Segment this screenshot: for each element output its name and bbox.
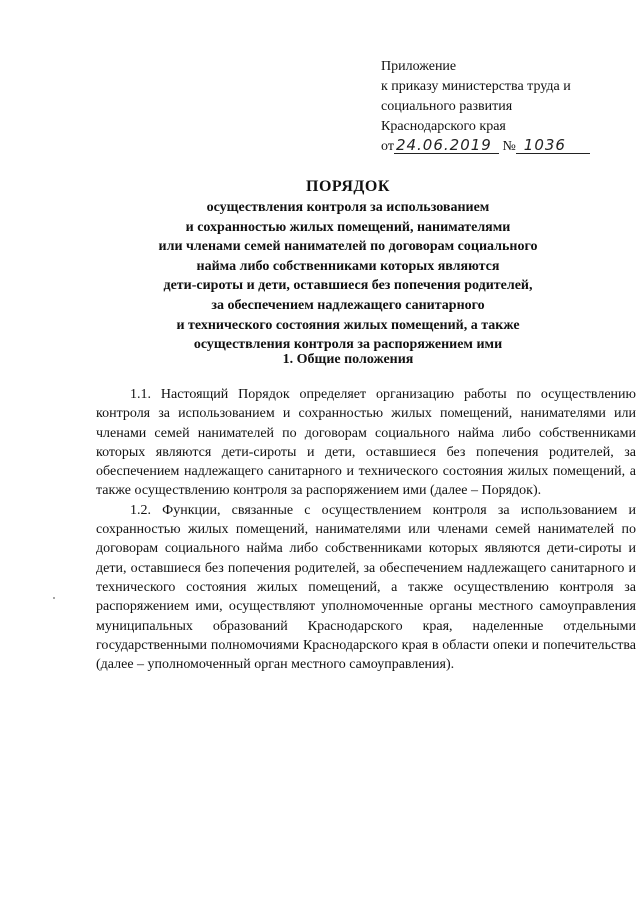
date-number-line [381, 137, 590, 157]
order-date: 24.06.2019 [394, 137, 499, 154]
title-line: дети-сироты и дети, оставшиеся без попечения родителей, [163, 278, 533, 294]
appendix-line: социального развития [381, 99, 513, 114]
appendix-header [381, 57, 590, 157]
number-sign: № [502, 139, 516, 154]
title-line: или членами семей нанимателей по договорам социального [158, 239, 538, 255]
title-main: ПОРЯДОК [306, 178, 390, 195]
title-line: и технического состояния жилых помещений, а также [176, 317, 520, 333]
title-line: и сохранностью жилых помещений, нанимателями [185, 219, 511, 235]
date-prefix: от [381, 139, 394, 154]
section-heading: 1. Общие положения [282, 352, 414, 367]
title-line: за обеспечением надлежащего санитарного [211, 297, 485, 313]
appendix-line: Приложение [381, 59, 457, 74]
paragraph-1-1: 1.1. Настоящий Порядок определяет организацию работы по осуществлению контроля за использованием и сохранностью жилых помещений, нанимателями или членами семей нанимателей по договорам социального найма либо собственниками которых являются дети-сироты и дети, оставшиеся без попечения родителей, за обеспечением надлежащего санитарного и технического состояния жилых помещений, а также осуществлению контроля за распоряжением ими (далее – Порядок). [96, 387, 636, 499]
document-title [60, 176, 636, 355]
order-number: 1036 [516, 137, 590, 154]
paragraph-1-2: 1.2. Функции, связанные с осуществлением контроля за использованием и сохранностью жилых помещений, нанимателями или членами семей нанимателей по договорам социального найма либо собственниками которых являются дети-сироты и дети, оставшиеся без попечения родителей, за обеспечением надлежащего санитарного и технического состояния жилых помещений, а также осуществлению контроля за распоряжением ими, осуществляют уполномоченные органы местного самоуправления муниципальных образований Краснодарского края, наделенные отдельными государственными полномочиями Краснодарского края в области опеки и попечительства (далее – уполномоченный орган местного самоуправления). [96, 502, 636, 673]
title-line: найма либо собственниками которых являются [196, 258, 500, 274]
title-line: осуществления контроля за распоряжением ими [193, 337, 503, 353]
document-body [96, 385, 636, 674]
title-line: осуществления контроля за использованием [206, 200, 490, 215]
appendix-line: к приказу министерства труда и [381, 79, 571, 94]
appendix-line: Краснодарского края [381, 119, 506, 134]
scan-speck [53, 597, 55, 599]
